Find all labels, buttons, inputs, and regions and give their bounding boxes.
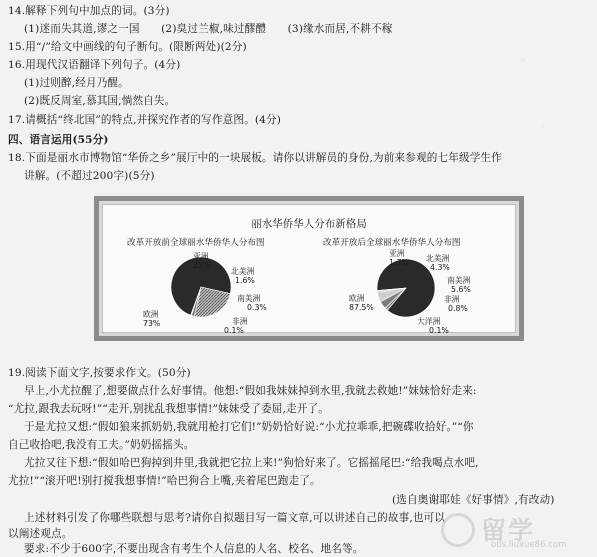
figure-title: 丽水华侨华人分布新格局 bbox=[251, 218, 367, 230]
exhibit-board-inner bbox=[102, 204, 516, 333]
chart-1-label-asia: 亚洲 25% bbox=[193, 252, 211, 270]
story-source: (选自奥谢耶娃《好事情》,有改动) bbox=[392, 494, 555, 506]
chart-2-label-north-america: 北美洲 4.3% bbox=[426, 254, 450, 272]
chart-1-label-south-america: 南美洲 0.3% bbox=[237, 294, 267, 312]
scan-noise: ⁘ bbox=[520, 56, 526, 64]
chart-2-label-asia: 亚洲 1.7% bbox=[389, 249, 409, 267]
story-paragraph-1-line-1: 早上,小尤拉醒了,想要做点什么好事情。他想:“假如我妹妹掉到水里,我就去救她!”妹妹恰好走来: bbox=[24, 385, 477, 397]
chart-1-label-north-america: 北美洲 1.6% bbox=[231, 267, 255, 285]
story-paragraph-3-line-2: 尤拉!”“滚开吧!别打搅我想事情!”哈巴狗合上嘴,夹着尾巴跑走了。 bbox=[8, 475, 321, 487]
story-paragraph-2-line-2: 自己收拾吧,我没有工夫。”奶奶摇摇头。 bbox=[8, 439, 195, 451]
question-19: 19.阅读下面文字,按要求作文。(50分) bbox=[8, 367, 191, 379]
question-15: 15.用“/”给文中画线的句子断句。(限断两处)(2分) bbox=[8, 41, 247, 53]
chart-2-label-europe: 欧洲 87.5% bbox=[349, 294, 374, 312]
question-16: 16.用现代汉语翻译下列句子。(4分) bbox=[8, 59, 181, 71]
story-paragraph-3-line-1: 尤拉又往下想:“假如哈巴狗掉到井里,我就把它拉上来!”狗恰好来了。它摇摇尾巴:“给我喝点水吧, bbox=[24, 457, 479, 469]
chart-2-label-oceania: 大洋洲 0.1% bbox=[417, 317, 449, 335]
chart-1-label-europe: 欧洲 73% bbox=[143, 310, 161, 328]
essay-requirement: 要求:不少于600字,不要出现含有考生个人信息的人名、校名、地名等。 bbox=[24, 543, 364, 555]
question-16-item-2: (2)既反周室,慕其国,惝然自失。 bbox=[24, 95, 176, 107]
question-16-item-1: (1)过则醉,经月乃醒。 bbox=[24, 77, 129, 89]
question-18-line-2: 讲解。(不超过200字)(5分) bbox=[24, 170, 155, 182]
story-paragraph-2-line-1: 于是尤拉又想:“假如狼来抓奶奶,我就用枪打它们!”奶奶恰好说:“小尤拉乖乖,把碗碟收拾好。”“你 bbox=[24, 421, 474, 433]
essay-prompt-line-1: 上述材料引发了你哪些联想与思考?请你自拟题目写一篇文章,可以讲述自己的故事,也可以 bbox=[24, 512, 446, 524]
watermark-logo-icon bbox=[441, 513, 475, 547]
chart-2-title: 改革开放后全球丽水华侨华人分布图 bbox=[323, 238, 461, 248]
question-14-items: (1)迷而失其道,谬之一国 (2)臭过兰椒,味过醪醴 (3)缘水而居,不耕不稼 bbox=[24, 23, 393, 35]
story-paragraph-1-line-2: “尤拉,跟我去玩呀!”“走开,别扰乱我想事情!”妹妹受了委屈,走开了。 bbox=[8, 403, 329, 415]
question-17: 17.请概括“终北国”的特点,并探究作者的写作意图。(4分) bbox=[8, 114, 282, 126]
site-watermark bbox=[441, 511, 591, 553]
essay-prompt-line-2: 以阐述观点。 bbox=[8, 528, 73, 540]
chart-2-label-africa: 非洲 0.8% bbox=[444, 295, 468, 313]
chart-2-label-south-america: 南美洲 5.6% bbox=[447, 276, 471, 294]
chart-1-title: 改革开放前全球丽水华侨华人分布图 bbox=[127, 238, 265, 248]
section-heading: 四、语言运用(55分) bbox=[8, 134, 109, 146]
watermark-url: bbs.liuxue86.com bbox=[491, 540, 567, 550]
watermark-text: 留学 bbox=[481, 516, 536, 545]
question-18-line-1: 18.下面是丽水市博物馆“华侨之乡”展厅中的一块展板。请你以讲解员的身份,为前来参观的七年级学生作 bbox=[8, 152, 502, 164]
chart-1-label-africa: 非洲 0.1% bbox=[224, 317, 248, 335]
exhibit-board bbox=[94, 196, 524, 341]
scan-noise: ⁘ bbox=[540, 122, 546, 130]
question-14: 14.解释下列句中加点的词。(3分) bbox=[8, 5, 170, 17]
